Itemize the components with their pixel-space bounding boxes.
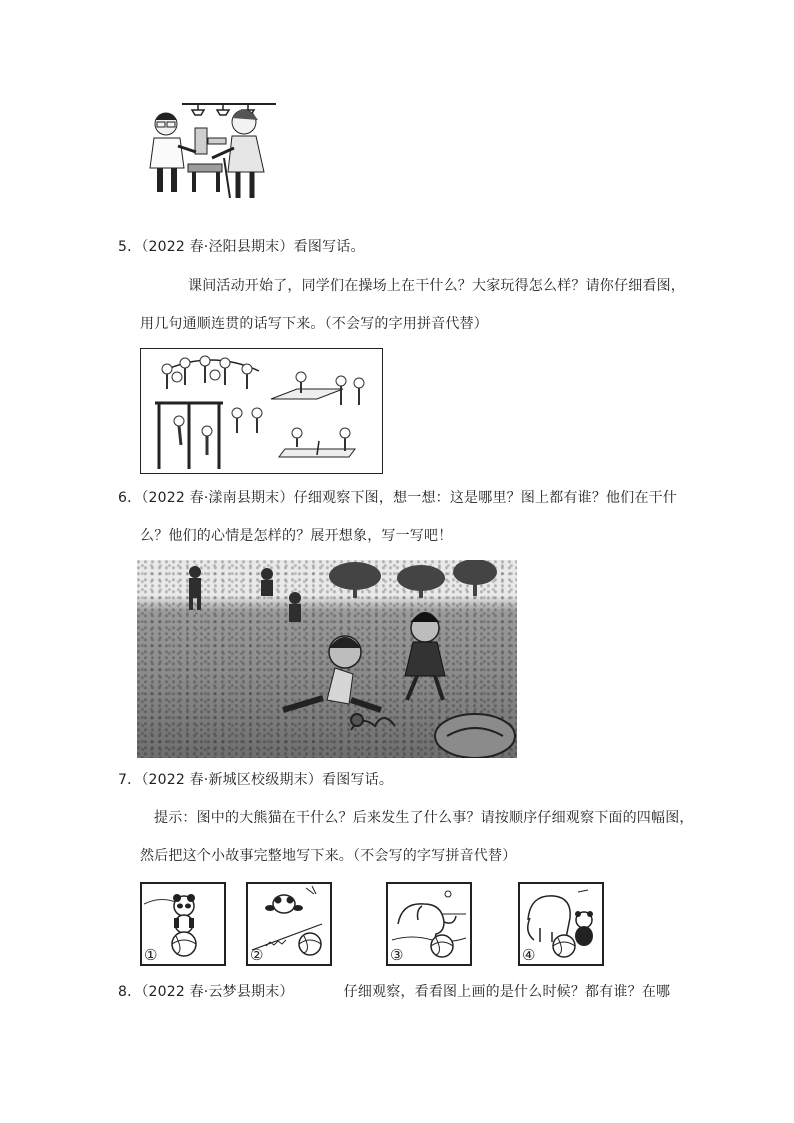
- q7-number: 7．: [118, 772, 142, 788]
- panel-2-number: ②: [250, 946, 264, 964]
- panda-story-panels: [140, 882, 640, 966]
- q7-prompt-line1: 提示：图中的大熊猫在干什么？后来发生了什么事？请按顺序仔细观察下面的四幅图，: [154, 810, 694, 826]
- q5-prompt-line1: 课间活动开始了，同学们在操场上在干什么？大家玩得怎么样？请你仔细看图，: [188, 278, 685, 294]
- panel-4-number: ④: [522, 946, 536, 964]
- q5-instruction: 看图写话。: [293, 239, 365, 255]
- q7-source: （2022 春·新城区校级期末）: [141, 772, 323, 788]
- q7-heading: [118, 770, 393, 790]
- q6-number: 6．: [118, 490, 142, 506]
- q5-heading: [118, 237, 365, 257]
- story-panel-2: [246, 882, 332, 966]
- q5-number: 5．: [118, 239, 142, 255]
- story-panel-3: [386, 882, 472, 966]
- panel-3-number: ③: [390, 946, 404, 964]
- bus-seat-illustration: [138, 98, 278, 216]
- q6-source: （2022 春·漾南县期末）: [141, 490, 294, 506]
- q8-source: （2022 春·云梦县期末）: [141, 984, 294, 1000]
- playground-illustration: [140, 348, 383, 474]
- q6-heading: [118, 488, 677, 508]
- q6-prompt-line2: 么？他们的心情是怎样的？展开想象，写一写吧！: [140, 528, 453, 544]
- q8-prompt-line1: 仔细观察，看看图上画的是什么时候？都有谁？在哪: [343, 984, 671, 1000]
- q8-number: 8．: [118, 984, 142, 1000]
- q5-prompt-line2: 用几句通顺连贯的话写下来。（不会写的字用拼音代替）: [140, 316, 488, 332]
- panel-1-number: ①: [144, 946, 158, 964]
- story-panel-4: [518, 882, 604, 966]
- field-play-photo: [137, 560, 517, 758]
- q7-instruction: 看图写话。: [322, 772, 394, 788]
- q6-prompt-line1: 仔细观察下图，想一想：这是哪里？图上都有谁？他们在干什: [293, 490, 678, 506]
- q5-source: （2022 春·泾阳县期末）: [141, 239, 294, 255]
- q7-prompt-line2: 然后把这个小故事完整地写下来。（不会写的字写拼音代替）: [140, 848, 517, 864]
- story-panel-1: [140, 882, 226, 966]
- q8-heading: [118, 982, 670, 1002]
